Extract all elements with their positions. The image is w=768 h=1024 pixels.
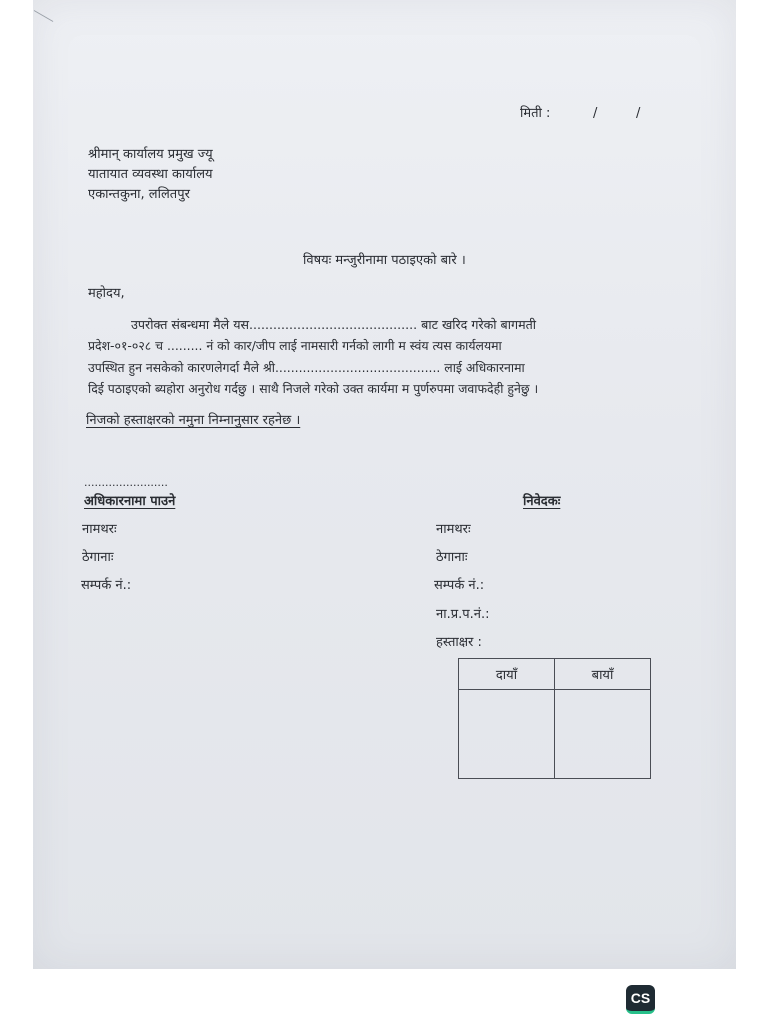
camscanner-logo: CS bbox=[626, 985, 655, 1014]
authorized-address-label: ठेगानाः bbox=[82, 550, 114, 565]
body-line: दिई पठाइएको ब्यहोरा अनुरोध गर्दछु । साथै निजले गरेको उक्त कार्यमा म पुर्णरुपमा जवाफदेही हुनेछु । bbox=[88, 381, 539, 396]
authorized-name-label: नामथरः bbox=[82, 522, 117, 537]
signature-sample-note: निजको हस्ताक्षरको नमुना निम्नानुसार रहनेछ । bbox=[86, 413, 301, 428]
recipient-line: यातायात व्यवस्था कार्यालय bbox=[88, 167, 213, 182]
subject-line: विषयः मन्जुरीनामा पठाइएको बारे । bbox=[303, 253, 466, 268]
recipient-line: श्रीमान् कार्यालय प्रमुख ज्यू bbox=[88, 147, 213, 162]
authorized-person-heading: अधिकारनामा पाउने bbox=[84, 494, 176, 509]
date-separator: / bbox=[593, 106, 598, 121]
date-separator: / bbox=[636, 106, 641, 121]
right-thumb-header: दायाँ bbox=[459, 659, 555, 690]
left-thumb-box bbox=[555, 690, 651, 779]
salutation: महोदय, bbox=[88, 286, 125, 301]
left-thumb-header: बायाँ bbox=[555, 659, 651, 690]
body-line: उपस्थित हुन नसकेको कारणलेगर्दा मैले श्री.......................................... लाई अधिकारनामा bbox=[88, 360, 525, 375]
applicant-signature-label: हस्ताक्षर : bbox=[436, 635, 482, 650]
right-thumb-box bbox=[459, 690, 555, 779]
applicant-name-label: नामथरः bbox=[436, 522, 471, 537]
authorized-contact-label: सम्पर्क नं.: bbox=[81, 578, 132, 593]
applicant-address-label: ठेगानाः bbox=[436, 550, 468, 565]
body-line: उपरोक्त संबन्धमा मैले यस.......................................... बाट खरिद गरेको बागमती bbox=[131, 317, 537, 332]
thumbprint-table bbox=[458, 658, 651, 779]
recipient-line: एकान्तकुना, ललितपुर bbox=[88, 187, 190, 202]
applicant-heading: निवेदकः bbox=[523, 494, 561, 509]
date-label: मिती : bbox=[520, 106, 551, 121]
applicant-citizenship-label: ना.प्र.प.नं.: bbox=[436, 607, 490, 622]
body-line: प्रदेश-०१-०२८ च ......... नं को कार/जीप लाई नामसारी गर्नको लागी म स्वंय त्यस कार्यलयमा bbox=[88, 338, 502, 353]
signature-dotted-line: ........................ bbox=[84, 476, 168, 489]
applicant-contact-label: सम्पर्क नं.: bbox=[434, 578, 485, 593]
